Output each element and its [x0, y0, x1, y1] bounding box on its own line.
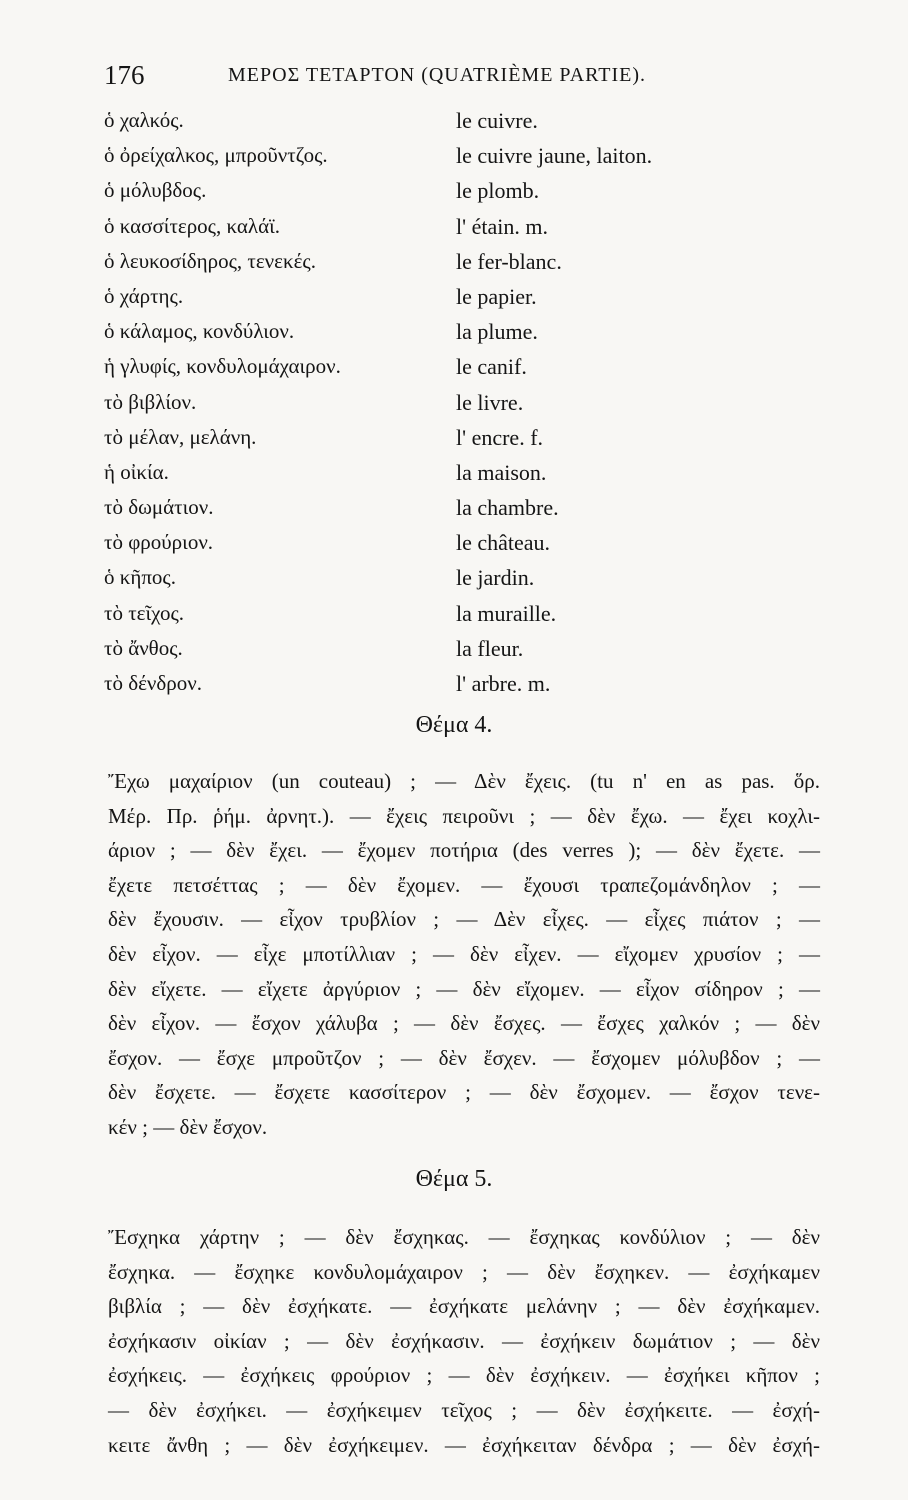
vocab-french: la muraille.	[456, 600, 557, 626]
vocab-greek: ὁ κασσίτερος, καλάϊ.	[104, 213, 280, 238]
vocab-greek: τὸ ἄνθος.	[104, 635, 183, 660]
text-line: κέν ; — δὲν ἔσχον.	[108, 1114, 268, 1139]
vocab-row	[104, 530, 744, 565]
vocab-greek: ὁ χάρτης.	[104, 283, 184, 308]
vocab-greek: ὁ χαλκός.	[104, 108, 184, 132]
text-line: Μέρ. Πρ. ῥήμ. ἀρνητ.). — ἔχεις πειροῦνι ; — δὲν ἔχω. — ἔχει κοχλι-	[108, 803, 820, 828]
vocab-greek: τὸ φρούριον.	[104, 530, 214, 555]
vocab-french: le cuivre.	[456, 108, 538, 133]
vocab-row	[104, 390, 744, 425]
theme-5-title: Θέμα 5.	[415, 1166, 493, 1192]
vocab-french: la plume.	[456, 319, 538, 345]
vocab-row	[104, 143, 744, 178]
vocab-french: le plomb.	[456, 178, 540, 204]
vocab-row	[104, 249, 744, 284]
vocab-french: le château.	[456, 530, 551, 556]
vocab-greek: ὁ κῆπος.	[104, 565, 176, 590]
vocab-greek: τὸ μέλαν, μελάνη.	[104, 424, 257, 449]
text-line: δὲν εἶχον. — ἔσχον χάλυβα ; — δὲν ἔσχες. — ἔσχες χαλκόν ; — δὲν	[108, 1011, 820, 1036]
vocabulary-list	[104, 108, 744, 706]
vocab-greek: ἡ οἰκία.	[104, 459, 169, 484]
vocab-row	[104, 671, 744, 706]
text-line: δὲν εἴχετε. — εἴχετε ἀργύριον ; — δὲν εἴχομεν. — εἶχον σίδηρον ; —	[108, 976, 820, 1001]
page-header	[104, 60, 804, 94]
vocab-greek: ὁ κάλαμος, κονδύλιον.	[104, 319, 295, 344]
vocab-french: l' arbre. m.	[456, 671, 551, 696]
vocab-greek: ὁ μόλυβδος.	[104, 178, 207, 203]
vocab-greek: ὁ λευκοσίδηρος, τενεκές.	[104, 248, 316, 273]
vocab-row	[104, 284, 744, 319]
vocab-greek: τὸ βιβλίον.	[104, 389, 197, 414]
vocab-row	[104, 214, 744, 249]
text-line: άριον ; — δὲν ἔχει. — ἔχομεν ποτήρια (des verres ); — δὲν ἔχετε. —	[108, 838, 820, 863]
running-head: ΜΕΡΟΣ ΤΕΤΑΡΤΟΝ (QUATRIÈME PARTIE).	[228, 64, 647, 86]
text-line: ἔσχον. — ἔσχε μπροῦτζον ; — δὲν ἔσχεν. — ἔσχομεν μόλυβδον ; —	[108, 1045, 820, 1070]
vocab-french: le papier.	[456, 283, 537, 309]
page-number: 176	[104, 60, 145, 90]
vocab-french: la chambre.	[456, 495, 559, 521]
text-line: Ἔχω μαχαίριον (un couteau) ; — Δὲν ἔχεις. (tu n' en as pas. ὅρ.	[108, 769, 820, 793]
vocab-french: le fer-blanc.	[456, 248, 562, 274]
text-line: ἔσχηκα. — ἔσχηκε κονδυλομάχαιρον ; — δὲν ἔσχηκεν. — ἐσχήκαμεν	[108, 1259, 820, 1284]
text-line: Ἔσχηκα χάρτην ; — δὲν ἔσχηκας. — ἔσχηκας κονδύλιον ; — δὲν	[108, 1225, 820, 1249]
vocab-greek: ὁ ὀρείχαλκος, μπροῦντζος.	[104, 143, 328, 168]
text-line: ἔχετε πετσέττας ; — δὲν ἔχομεν. — ἔχουσι τραπεζομάνδηλον ; —	[108, 872, 820, 897]
vocab-french: la fleur.	[456, 635, 524, 661]
vocab-french: le cuivre jaune, laiton.	[456, 143, 653, 169]
text-line: δὲν ἔχουσιν. — εἶχον τρυβλίον ; — Δὲν εἶχες. — εἶχες πιάτον ; —	[108, 907, 820, 932]
vocab-row	[104, 460, 744, 495]
vocab-row	[104, 495, 744, 530]
vocab-row	[104, 565, 744, 600]
theme-4-title: Θέμα 4.	[415, 712, 493, 738]
vocab-greek: τὸ τεῖχος.	[104, 600, 185, 625]
vocab-row	[104, 108, 744, 143]
vocab-row	[104, 178, 744, 213]
text-line: βιβλία ; — δὲν ἐσχήκατε. — ἐσχήκατε μελάνην ; — δὲν ἐσχήκαμεν.	[108, 1294, 820, 1319]
vocab-french: l' encre. f.	[456, 424, 544, 450]
text-line: — δὲν ἐσχήκει. — ἐσχήκειμεν τεῖχος ; — δὲν ἐσχήκειτε. — ἐσχή-	[108, 1397, 820, 1422]
vocab-french: le livre.	[456, 389, 524, 415]
vocab-row	[104, 636, 744, 671]
text-line: ἐσχήκεις. — ἐσχήκεις φρούριον ; — δὲν ἐσχήκειν. — ἐσχήκει κῆπον ;	[108, 1363, 820, 1388]
theme-4-paragraph	[108, 764, 820, 1145]
vocab-row	[104, 601, 744, 636]
vocab-greek: τὸ δωμάτιον.	[104, 495, 214, 520]
text-line: ἐσχήκασιν οἰκίαν ; — δὲν ἐσχήκασιν. — ἐσχήκειν δωμάτιον ; — δὲν	[108, 1328, 820, 1353]
text-line: δὲν εἶχον. — εἶχε μποτίλλιαν ; — δὲν εἶχεν. — εἴχομεν χρυσίον ; —	[108, 941, 820, 966]
theme-5-paragraph	[108, 1220, 820, 1462]
vocab-french: le jardin.	[456, 565, 535, 591]
vocab-row	[104, 319, 744, 354]
text-line: δὲν ἔσχετε. — ἔσχετε κασσίτερον ; — δὲν ἔσχομεν. — ἔσχον τενε-	[108, 1080, 820, 1105]
vocab-greek: ἡ γλυφίς, κονδυλομάχαιρον.	[104, 354, 341, 379]
vocab-french: la maison.	[456, 459, 547, 485]
vocab-greek: τὸ δένδρον.	[104, 671, 203, 695]
vocab-row	[104, 354, 744, 389]
vocab-row	[104, 425, 744, 460]
vocab-french: le canif.	[456, 354, 527, 380]
vocab-french: l' étain. m.	[456, 213, 548, 239]
text-line: κειτε ἄνθη ; — δὲν ἐσχήκειμεν. — ἐσχήκειταν δένδρα ; — δὲν ἐσχή-	[108, 1432, 820, 1457]
